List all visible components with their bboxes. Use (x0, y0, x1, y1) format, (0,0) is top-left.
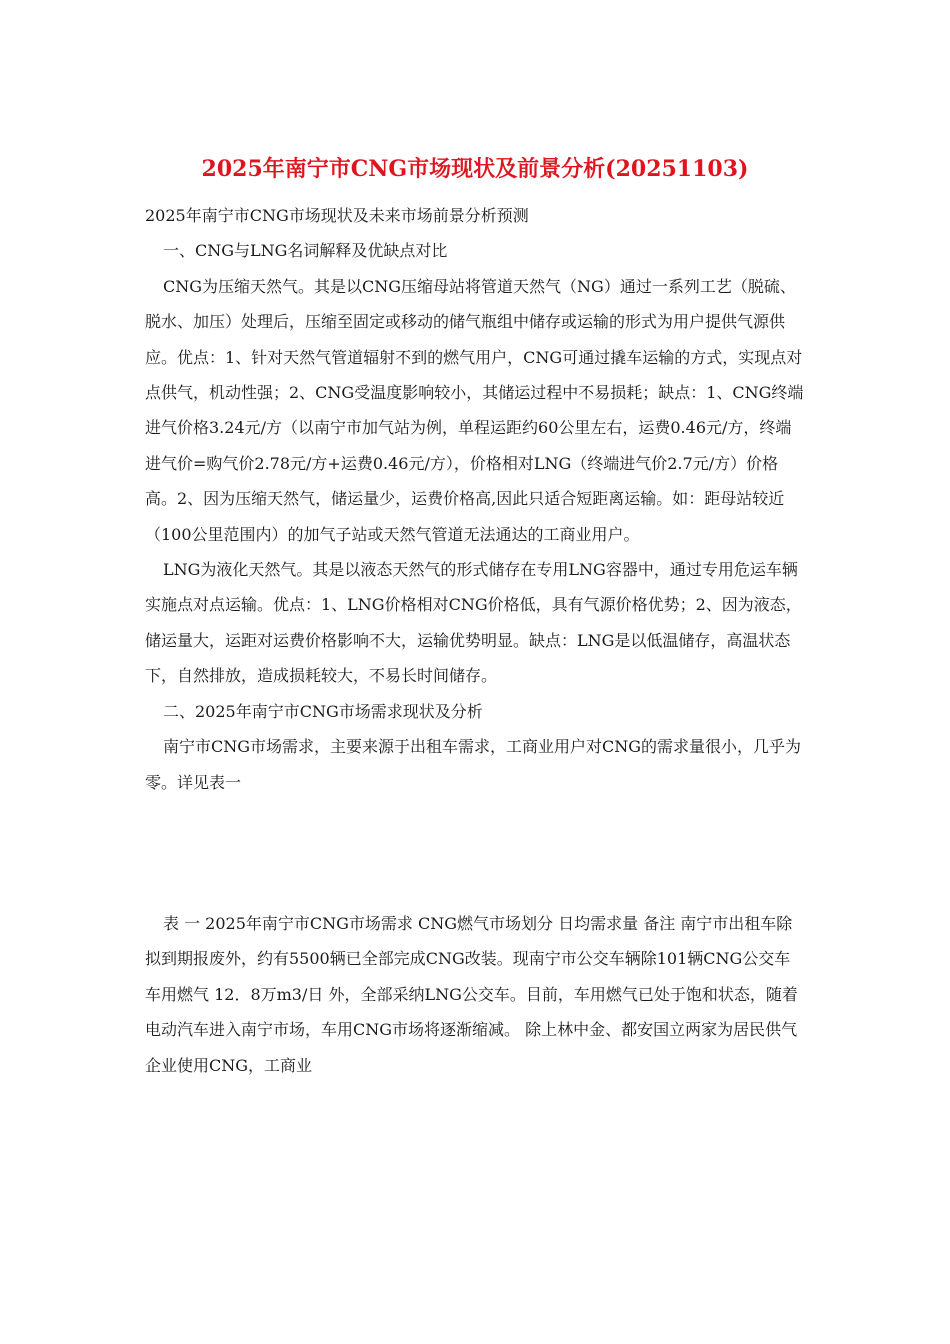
spacer (145, 800, 805, 906)
section-heading-1: 一、CNG与LNG名词解释及优缺点对比 (163, 241, 448, 261)
section-heading-2: 二、2025年南宁市CNG市场需求现状及分析 (163, 701, 483, 721)
document-subtitle: 2025年南宁市CNG市场现状及未来市场前景分析预测 (145, 206, 529, 225)
document-body (145, 198, 805, 1083)
paragraph-demand: 南宁市CNG市场需求，主要来源于出租车需求，工商业用户对CNG的需求量很小，几乎为零。详见表一 (145, 737, 802, 792)
paragraph-table: 表 一 2025年南宁市CNG市场需求 CNG燃气市场划分 日均需求量 备注 南宁市出租车除拟到期报废外，约有5500辆已全部完成CNG改装。现南宁市公交车辆除101辆CNG公交车车用燃气 12．8万m3/日 外，全部采纳LNG公交车。目前，车用燃气已处于饱和状态，随着电动汽车进入南宁市场，车用CNG市场将逐渐缩减。 除上林中金、都安国立两家为居民供气企业使用CNG，工商业 (145, 913, 798, 1075)
document-title: 2025年南宁市CNG市场现状及前景分析(20251103) (201, 156, 749, 182)
paragraph-lng: LNG为液化天然气。其是以液态天然气的形式储存在专用LNG容器中，通过专用危运车辆实施点对点运输。优点：1、LNG价格相对CNG价格低，具有气源价格优势；2、因为液态，储运量大，运距对运费价格影响不大，运输优势明显。缺点：LNG是以低温储存，高温状态下，自然排放，造成损耗较大，不易长时间储存。 (145, 560, 802, 686)
paragraph-cng: CNG为压缩天然气。其是以CNG压缩母站将管道天然气（NG）通过一系列工艺（脱硫、脱水、加压）处理后，压缩至固定或移动的储气瓶组中储存或运输的形式为用户提供气源供应。优点：1、针对天然气管道辐射不到的燃气用户，CNG可通过撬车运输的方式，实现点对点供气，机动性强；2、CNG受温度影响较小，其储运过程中不易损耗；缺点：1、CNG终端进气价格3.24元/方（以南宁市加气站为例，单程运距约60公里左右，运费0.46元/方，终端进气价=购气价2.78元/方+运费0.46元/方），价格相对LNG（终端进气价2.7元/方）价格高。2、因为压缩天然气，储运量少，运费价格高,因此只适合短距离运输。如：距母站较近（100公里范围内）的加气子站或天然气管道无法通达的工商业用户。 (145, 276, 804, 544)
